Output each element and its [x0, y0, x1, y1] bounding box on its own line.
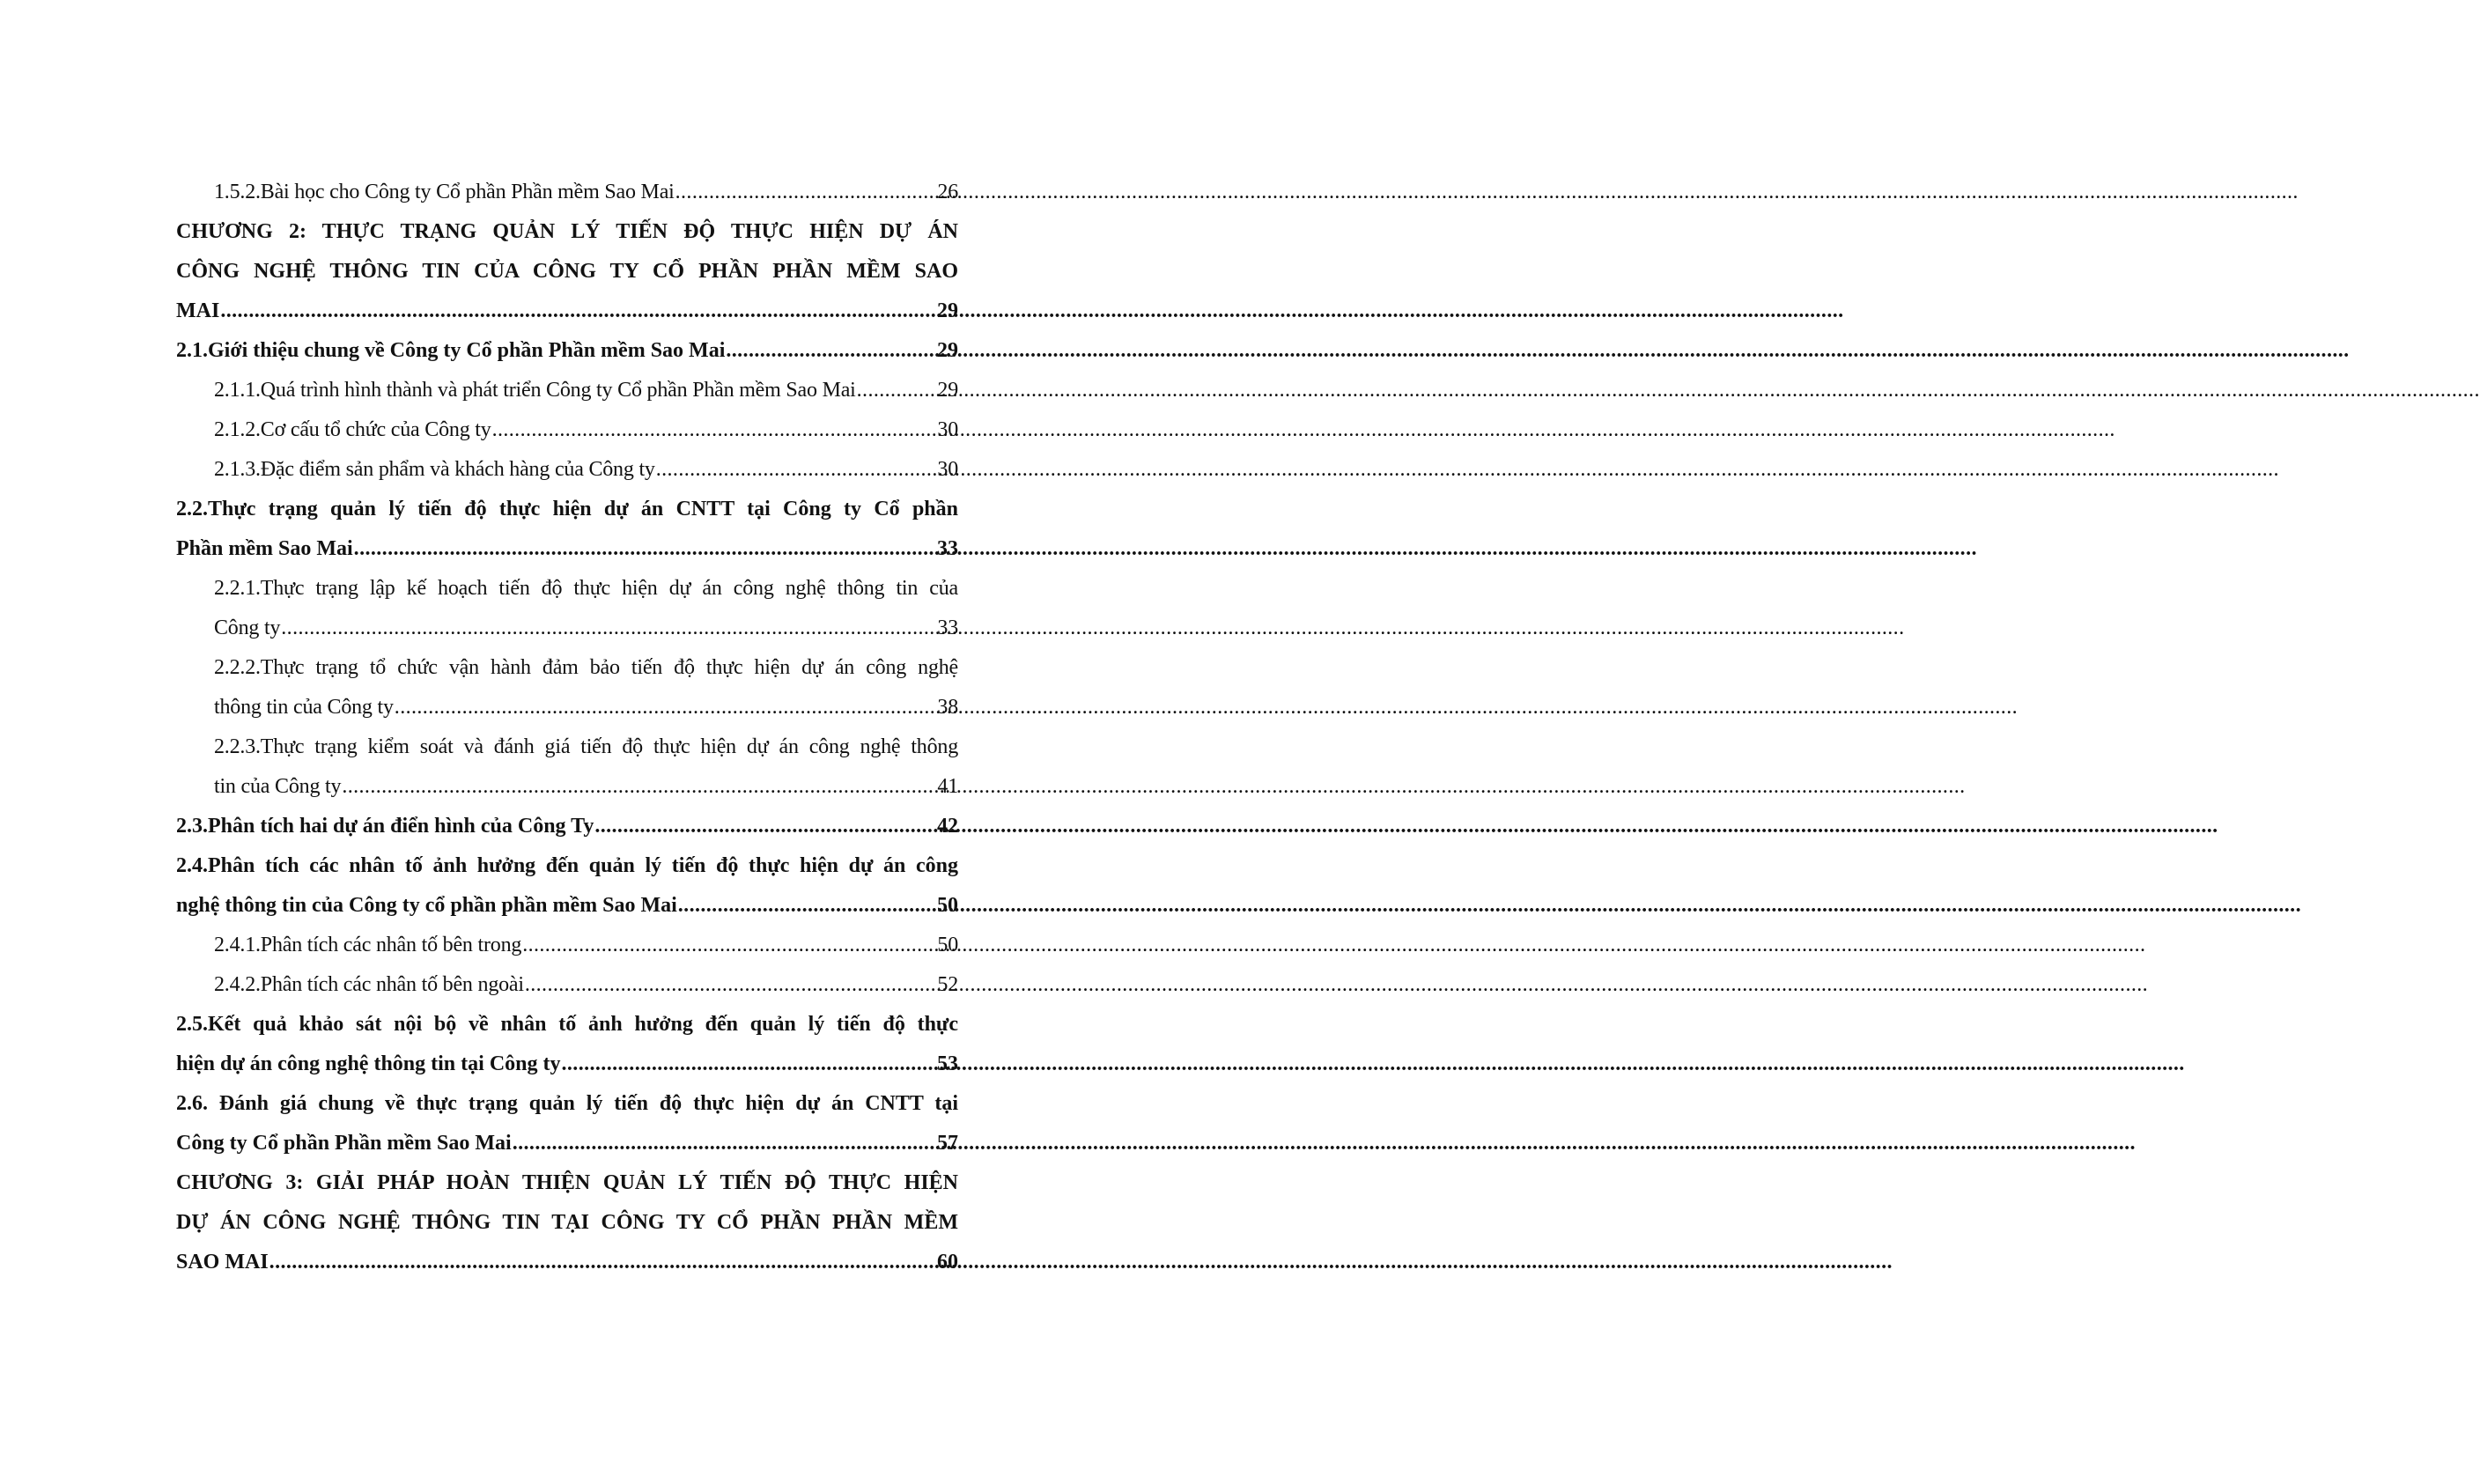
toc-entry-title: 2.1.1.Quá trình hình thành và phát triển Công ty Cổ phần Phần mềm Sao Mai: [214, 379, 856, 402]
toc-entry-main[interactable]: [176, 490, 958, 569]
toc-entry-title: tin của Công ty: [214, 775, 342, 798]
toc-entry-main[interactable]: [176, 1084, 958, 1163]
toc-entry-main[interactable]: [176, 807, 958, 846]
toc-entry-leader-row: [214, 926, 958, 965]
toc-entry-text-line: 2.6. Đánh giá chung về thực trạng quản lý tiến độ thực hiện dự án CNTT tại: [176, 1092, 958, 1115]
toc-entry-leader-row: [176, 529, 958, 569]
toc-entry-sub[interactable]: [176, 926, 958, 965]
toc-entry-text-line: CHƯƠNG 2: THỰC TRẠNG QUẢN LÝ TIẾN ĐỘ THỰC HIỆN DỰ ÁN: [176, 220, 958, 243]
dot-leader: [269, 1243, 936, 1282]
dot-leader: [395, 688, 937, 727]
dot-leader: [678, 886, 936, 926]
toc-entry-text-line: 2.2.1.Thực trạng lập kế hoạch tiến độ thực hiện dự án công nghệ thông tin của: [214, 577, 958, 600]
toc-page-number: 33: [937, 616, 958, 639]
toc-entry-leader-row: [214, 767, 958, 807]
toc-entry-main[interactable]: [176, 331, 958, 371]
toc-entry-leader-row: [214, 173, 958, 212]
toc-entry-sub[interactable]: [176, 727, 958, 807]
toc-entry-title: Công ty: [214, 616, 281, 639]
dot-leader: [281, 609, 936, 648]
toc-entry-text-line: CÔNG NGHỆ THÔNG TIN CỦA CÔNG TY CỔ PHẦN PHẦN MỀM SAO: [176, 260, 958, 283]
toc-entry-leader-row: [176, 292, 958, 331]
toc-page-number: 53: [937, 1052, 958, 1075]
toc-entry-main[interactable]: [176, 846, 958, 926]
toc-page-number: 29: [937, 299, 958, 322]
toc-entry-sub[interactable]: [176, 173, 958, 212]
toc-page-number: 30: [937, 458, 958, 481]
toc-page-number: 41: [937, 775, 958, 798]
dot-leader: [726, 331, 936, 371]
toc-entry-title: 2.1.2.Cơ cấu tổ chức của Công ty: [214, 418, 491, 441]
toc-entry-leader-row: [214, 450, 958, 490]
toc-entry-title: Phần mềm Sao Mai: [176, 537, 353, 560]
dot-leader: [857, 371, 937, 410]
dot-leader: [525, 965, 937, 1005]
toc-page-number: 29: [937, 339, 958, 362]
toc-entry-leader-row: [176, 1124, 958, 1163]
toc-entry-leader-row: [176, 1045, 958, 1084]
toc-entry-sub[interactable]: [176, 648, 958, 727]
toc-page-number: 57: [937, 1132, 958, 1155]
dot-leader: [220, 292, 936, 331]
toc-entry-title: 2.1.3.Đặc điểm sản phẩm và khách hàng của Công ty: [214, 458, 655, 481]
toc-entry-main[interactable]: [176, 1005, 958, 1084]
toc-entry-title: SAO MAI: [176, 1251, 269, 1274]
toc-entry-sub[interactable]: [176, 965, 958, 1005]
toc-page-number: 60: [937, 1251, 958, 1274]
dot-leader: [342, 767, 936, 807]
dot-leader: [562, 1045, 937, 1084]
toc-page-number: 38: [937, 696, 958, 719]
toc-entry-text-line: DỰ ÁN CÔNG NGHỆ THÔNG TIN TẠI CÔNG TY CỔ PHẦN PHẦN MỀM: [176, 1211, 958, 1234]
dot-leader: [594, 807, 936, 846]
toc-entry-text-line: 2.4.Phân tích các nhân tố ảnh hưởng đến quản lý tiến độ thực hiện dự án công: [176, 854, 958, 877]
toc-entry-text-line: 2.5.Kết quả khảo sát nội bộ về nhân tố ảnh hưởng đến quản lý tiến độ thực: [176, 1013, 958, 1036]
toc-page-number: 52: [937, 973, 958, 996]
toc-entry-chapter[interactable]: [176, 1163, 958, 1282]
toc-entry-leader-row: [214, 371, 958, 410]
toc-entry-sub[interactable]: [176, 569, 958, 648]
dot-leader: [354, 529, 936, 569]
toc-entry-leader-row: [176, 886, 958, 926]
dot-leader: [522, 926, 936, 965]
toc-page-number: 50: [937, 894, 958, 917]
toc-page-number: 26: [937, 181, 958, 203]
table-of-contents: [176, 173, 958, 1282]
toc-entry-title: 1.5.2.Bài học cho Công ty Cổ phần Phần mềm Sao Mai: [214, 181, 675, 203]
toc-entry-title: Công ty Cổ phần Phần mềm Sao Mai: [176, 1132, 512, 1155]
toc-entry-leader-row: [176, 331, 958, 371]
toc-entry-title: 2.4.2.Phân tích các nhân tố bên ngoài: [214, 973, 524, 996]
toc-entry-leader-row: [214, 965, 958, 1005]
toc-entry-text-line: 2.2.3.Thực trạng kiểm soát và đánh giá tiến độ thực hiện dự án công nghệ thông: [214, 735, 958, 758]
toc-entry-title: nghệ thông tin của Công ty cổ phần phần mềm Sao Mai: [176, 894, 677, 917]
dot-leader: [656, 450, 937, 490]
toc-entry-title: hiện dự án công nghệ thông tin tại Công ty: [176, 1052, 561, 1075]
toc-entry-sub[interactable]: [176, 371, 958, 410]
toc-entry-leader-row: [214, 688, 958, 727]
toc-entry-leader-row: [176, 807, 958, 846]
toc-entry-text-line: 2.2.Thực trạng quản lý tiến độ thực hiện dự án CNTT tại Công ty Cổ phần: [176, 498, 958, 521]
toc-page-number: 50: [937, 934, 958, 956]
toc-page-number: 29: [937, 379, 958, 402]
toc-entry-title: 2.1.Giới thiệu chung về Công ty Cổ phần Phần mềm Sao Mai: [176, 339, 726, 362]
dot-leader: [513, 1124, 936, 1163]
toc-entry-text-line: 2.2.2.Thực trạng tổ chức vận hành đảm bảo tiến độ thực hiện dự án công nghệ: [214, 656, 958, 679]
toc-page-number: 42: [937, 815, 958, 838]
toc-entry-title: thông tin của Công ty: [214, 696, 394, 719]
toc-entry-leader-row: [214, 410, 958, 450]
toc-page-number: 33: [937, 537, 958, 560]
toc-entry-leader-row: [214, 609, 958, 648]
toc-page-number: 30: [937, 418, 958, 441]
toc-entry-text-line: CHƯƠNG 3: GIẢI PHÁP HOÀN THIỆN QUẢN LÝ TIẾN ĐỘ THỰC HIỆN: [176, 1171, 958, 1194]
toc-entry-leader-row: [176, 1243, 958, 1282]
dot-leader: [675, 173, 937, 212]
toc-entry-sub[interactable]: [176, 450, 958, 490]
toc-entry-title: 2.4.1.Phân tích các nhân tố bên trong: [214, 934, 522, 956]
toc-entry-title: MAI: [176, 299, 220, 322]
toc-entry-title: 2.3.Phân tích hai dự án điển hình của Công Ty: [176, 815, 594, 838]
toc-entry-chapter[interactable]: [176, 212, 958, 331]
dot-leader: [492, 410, 937, 450]
toc-entry-sub[interactable]: [176, 410, 958, 450]
